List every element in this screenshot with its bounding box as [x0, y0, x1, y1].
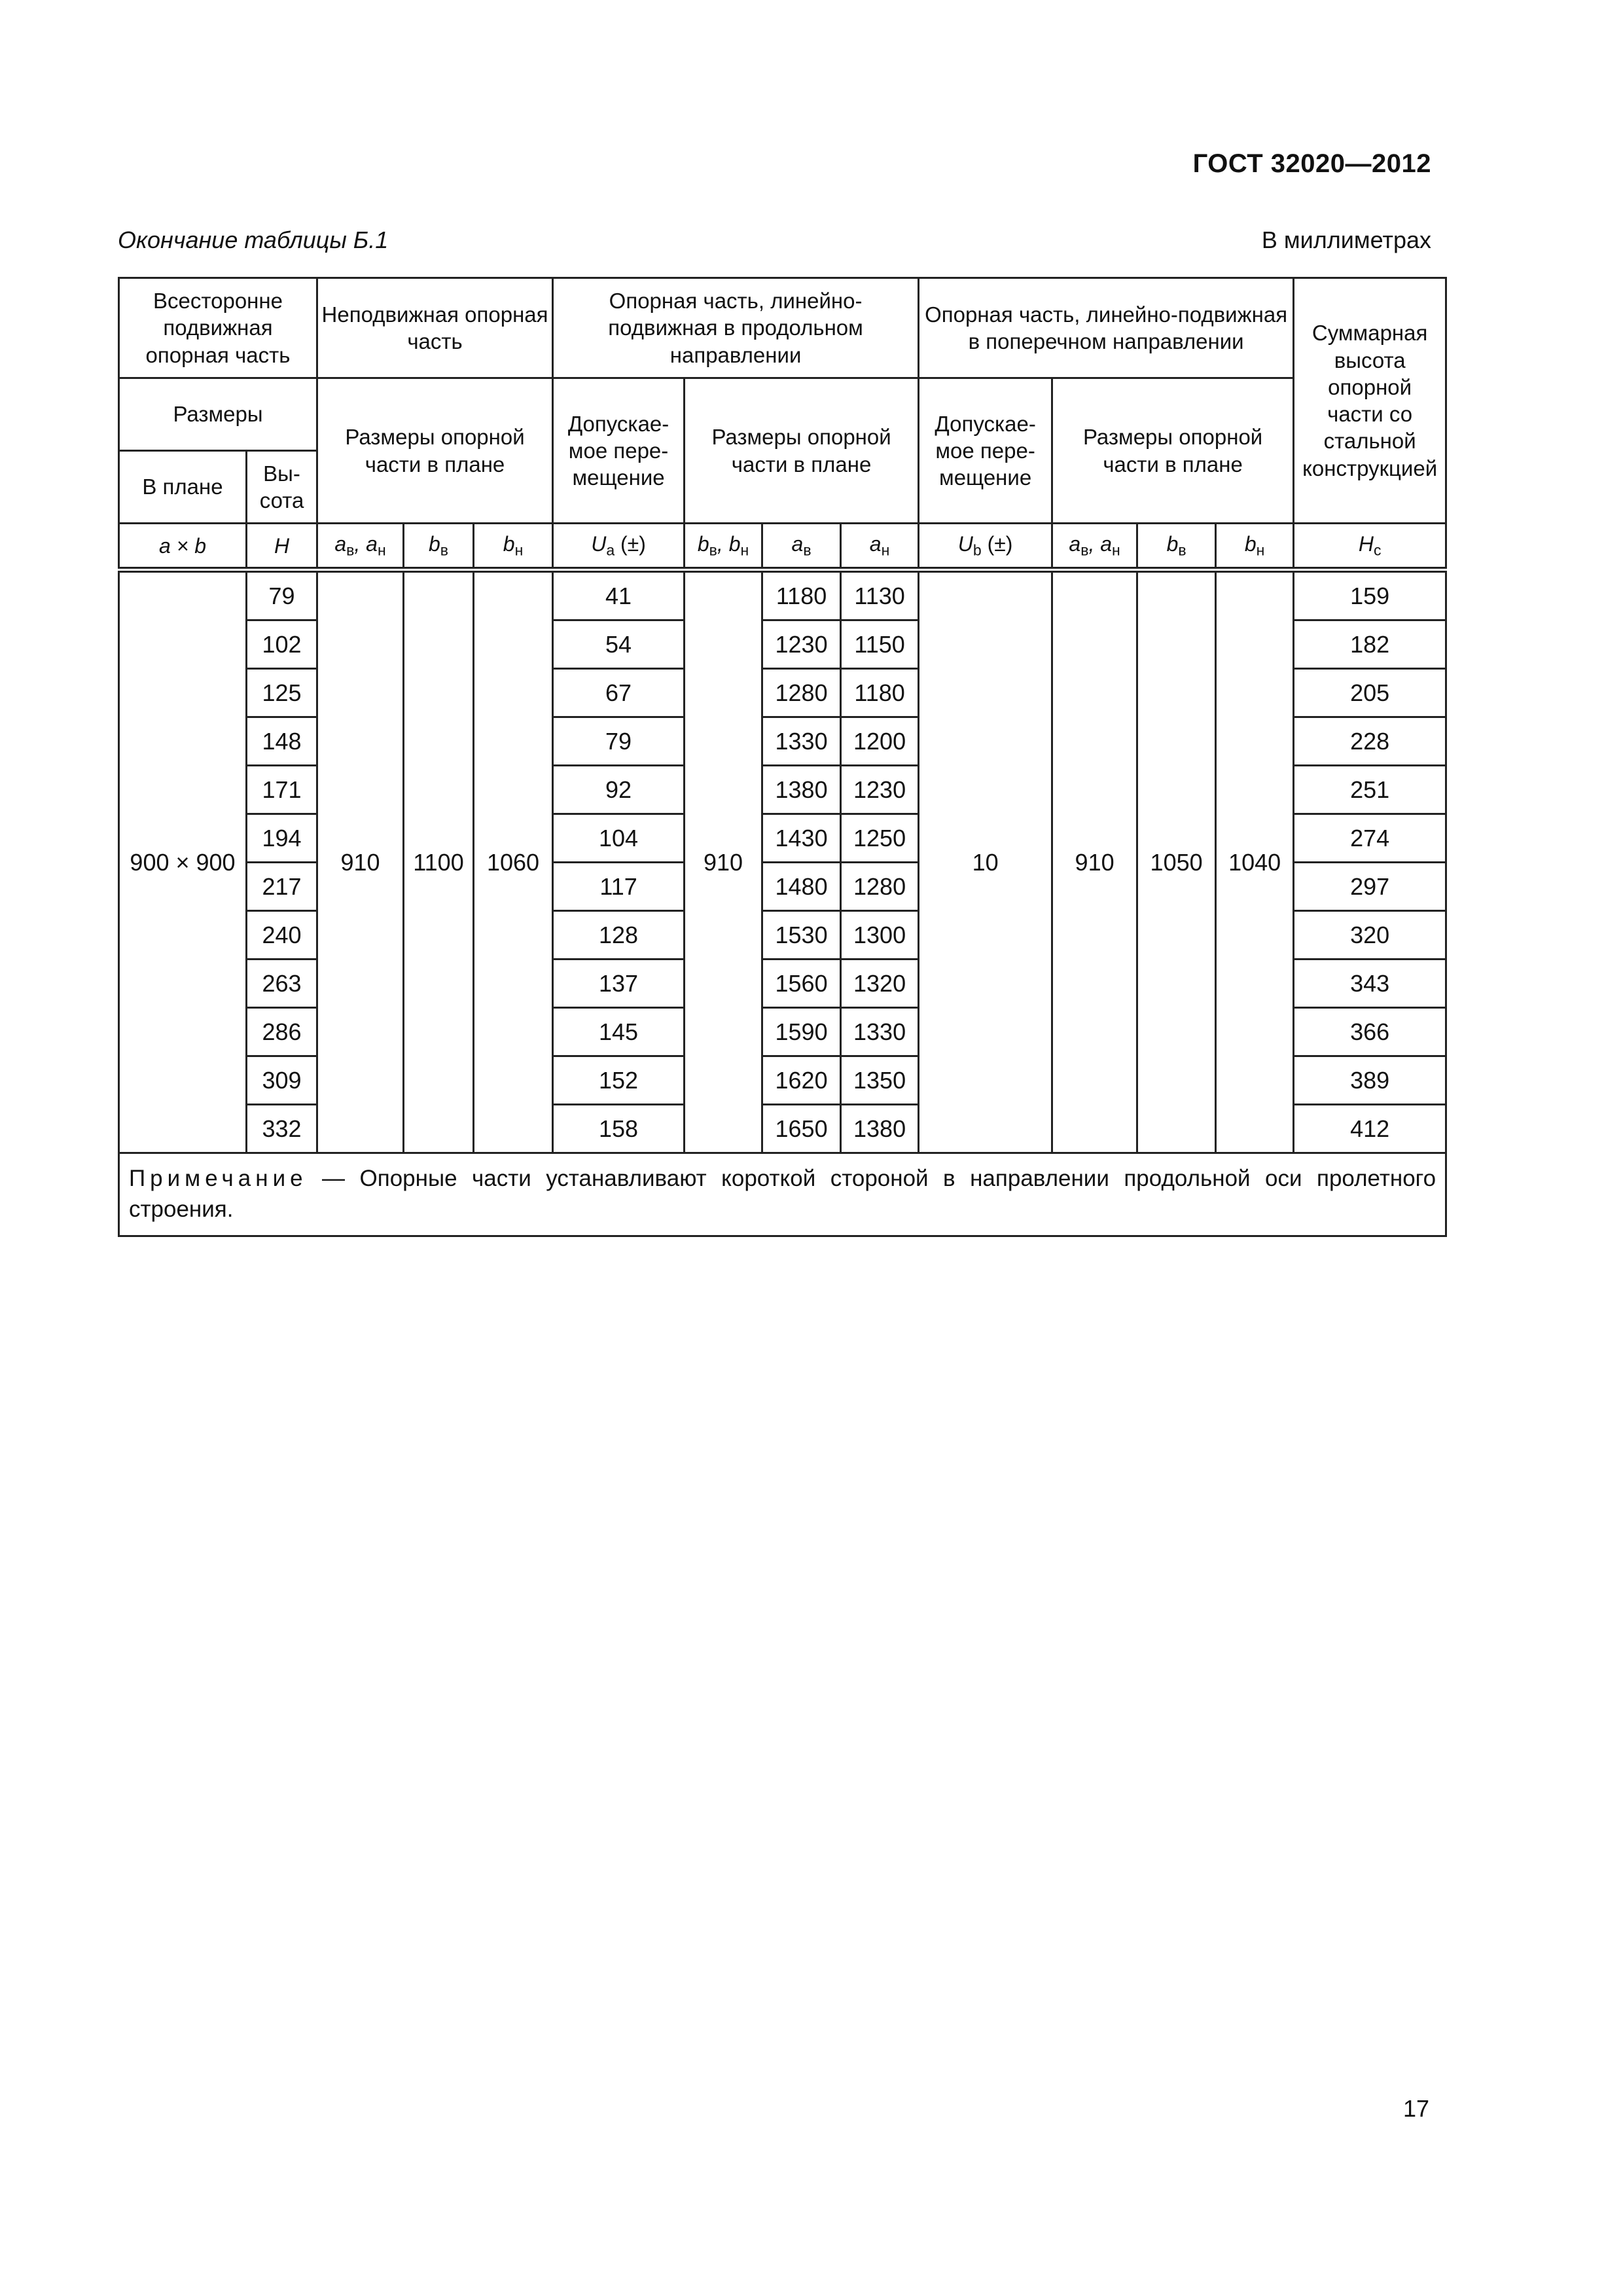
cell-H: 332 [247, 1105, 317, 1153]
cell-fixed-a: 910 [317, 570, 404, 1153]
symbol-fixed-bv: $b_в$ [404, 524, 474, 570]
cell-long-an: 1230 [841, 766, 919, 814]
bearing-dimensions-table [118, 277, 1447, 1237]
cell-Hc: 389 [1294, 1056, 1446, 1105]
symbol-fixed-a: $a_в$, $a_н$ [317, 524, 404, 570]
cell-Hc: 412 [1294, 1105, 1446, 1153]
cell-long-an: 1320 [841, 960, 919, 1008]
cell-Hc: 251 [1294, 766, 1446, 814]
header-height: Вы-сота [247, 451, 317, 524]
cell-Ua: 158 [553, 1105, 685, 1153]
header-dimensions: Размеры [119, 378, 317, 451]
symbol-trans-bn: $b_н$ [1216, 524, 1294, 570]
header-plan-dims-fixed: Размеры опорной части в плане [317, 378, 553, 524]
cell-Hc: 274 [1294, 814, 1446, 863]
cell-H: 240 [247, 911, 317, 960]
cell-Hc: 366 [1294, 1008, 1446, 1056]
cell-trans-bn: 1040 [1216, 570, 1294, 1153]
cell-Hc: 159 [1294, 570, 1446, 620]
table-caption: Окончание таблицы Б.1 [118, 226, 389, 253]
cell-Hc: 320 [1294, 911, 1446, 960]
header-plan-dims-trans: Размеры опорной части в плане [1052, 378, 1294, 524]
cell-long-an: 1130 [841, 570, 919, 620]
symbol-Hc: $H_c$ [1294, 524, 1446, 570]
symbol-axb: a × b [119, 524, 247, 570]
symbol-long-an: $a_н$ [841, 524, 919, 570]
cell-long-av: 1650 [762, 1105, 841, 1153]
cell-fixed-bv: 1100 [404, 570, 474, 1153]
cell-long-an: 1250 [841, 814, 919, 863]
symbol-trans-a: $a_в$, $a_н$ [1052, 524, 1137, 570]
cell-Hc: 205 [1294, 669, 1446, 717]
header-allowable-trans: Допускае-мое пере-мещение [919, 378, 1052, 524]
header-transverse: Опорная часть, линейно-подвижная в поперечном направлении [919, 278, 1294, 378]
symbol-H: H [247, 524, 317, 570]
cell-Hc: 297 [1294, 863, 1446, 911]
cell-long-av: 1330 [762, 717, 841, 766]
cell-Hc: 228 [1294, 717, 1446, 766]
cell-Ua: 137 [553, 960, 685, 1008]
cell-H: 217 [247, 863, 317, 911]
header-in-plan: В плане [119, 451, 247, 524]
cell-long-av: 1230 [762, 620, 841, 669]
page-number: 17 [1402, 2095, 1429, 2122]
header-fixed: Неподвижная опорная часть [317, 278, 553, 378]
cell-Hc: 182 [1294, 620, 1446, 669]
cell-long-av: 1380 [762, 766, 841, 814]
cell-Ub: 10 [919, 570, 1052, 1153]
table-note [119, 1153, 1446, 1236]
symbol-Ua: $U_a$ (±) [553, 524, 685, 570]
cell-Ua: 54 [553, 620, 685, 669]
cell-long-an: 1380 [841, 1105, 919, 1153]
cell-H: 102 [247, 620, 317, 669]
header-all-directions: Всесторонне подвижная опорная часть [119, 278, 317, 378]
cell-Ua: 67 [553, 669, 685, 717]
cell-long-av: 1560 [762, 960, 841, 1008]
cell-long-an: 1180 [841, 669, 919, 717]
cell-H: 125 [247, 669, 317, 717]
header-allowable-long: Допускае-мое пере-мещение [553, 378, 685, 524]
note-label: Примечание [129, 1166, 308, 1191]
cell-Ua: 145 [553, 1008, 685, 1056]
cell-long-an: 1300 [841, 911, 919, 960]
cell-Ua: 92 [553, 766, 685, 814]
cell-long-b: 910 [685, 570, 762, 1153]
cell-long-av: 1590 [762, 1008, 841, 1056]
cell-H: 171 [247, 766, 317, 814]
units-caption: В миллиметрах [1261, 226, 1431, 253]
note-text: — Опорные части устанавливают короткой стороной в направлении продольной оси пролетного строения. [129, 1166, 1436, 1223]
cell-long-av: 1620 [762, 1056, 841, 1105]
cell-trans-bv: 1050 [1137, 570, 1216, 1153]
header-longitudinal: Опорная часть, линейно-подвижная в продольном направлении [553, 278, 919, 378]
cell-trans-a: 910 [1052, 570, 1137, 1153]
cell-long-av: 1280 [762, 669, 841, 717]
cell-Ua: 104 [553, 814, 685, 863]
cell-long-an: 1350 [841, 1056, 919, 1105]
symbol-long-av: $a_в$ [762, 524, 841, 570]
cell-Ua: 41 [553, 570, 685, 620]
cell-long-av: 1430 [762, 814, 841, 863]
symbol-Ub: $U_b$ (±) [919, 524, 1052, 570]
symbol-long-b: $b_в$, $b_н$ [685, 524, 762, 570]
cell-fixed-bn: 1060 [474, 570, 553, 1153]
cell-H: 194 [247, 814, 317, 863]
cell-Ua: 117 [553, 863, 685, 911]
header-total-height: Суммарная высота опорной части со стальной конструкцией [1294, 278, 1446, 524]
document-code: ГОСТ 32020—2012 [1192, 149, 1431, 178]
cell-H: 309 [247, 1056, 317, 1105]
cell-long-an: 1280 [841, 863, 919, 911]
cell-long-av: 1180 [762, 570, 841, 620]
cell-H: 263 [247, 960, 317, 1008]
cell-H: 286 [247, 1008, 317, 1056]
header-plan-dims-long: Размеры опорной части в плане [685, 378, 919, 524]
cell-Ua: 128 [553, 911, 685, 960]
cell-long-an: 1150 [841, 620, 919, 669]
cell-Ua: 79 [553, 717, 685, 766]
cell-long-av: 1530 [762, 911, 841, 960]
cell-H: 79 [247, 570, 317, 620]
cell-Hc: 343 [1294, 960, 1446, 1008]
cell-long-av: 1480 [762, 863, 841, 911]
symbol-fixed-bn: $b_н$ [474, 524, 553, 570]
cell-H: 148 [247, 717, 317, 766]
table-row [119, 570, 1446, 620]
cell-Ua: 152 [553, 1056, 685, 1105]
cell-axb: 900 × 900 [119, 570, 247, 1153]
cell-long-an: 1330 [841, 1008, 919, 1056]
cell-long-an: 1200 [841, 717, 919, 766]
symbol-trans-bv: $b_в$ [1137, 524, 1216, 570]
